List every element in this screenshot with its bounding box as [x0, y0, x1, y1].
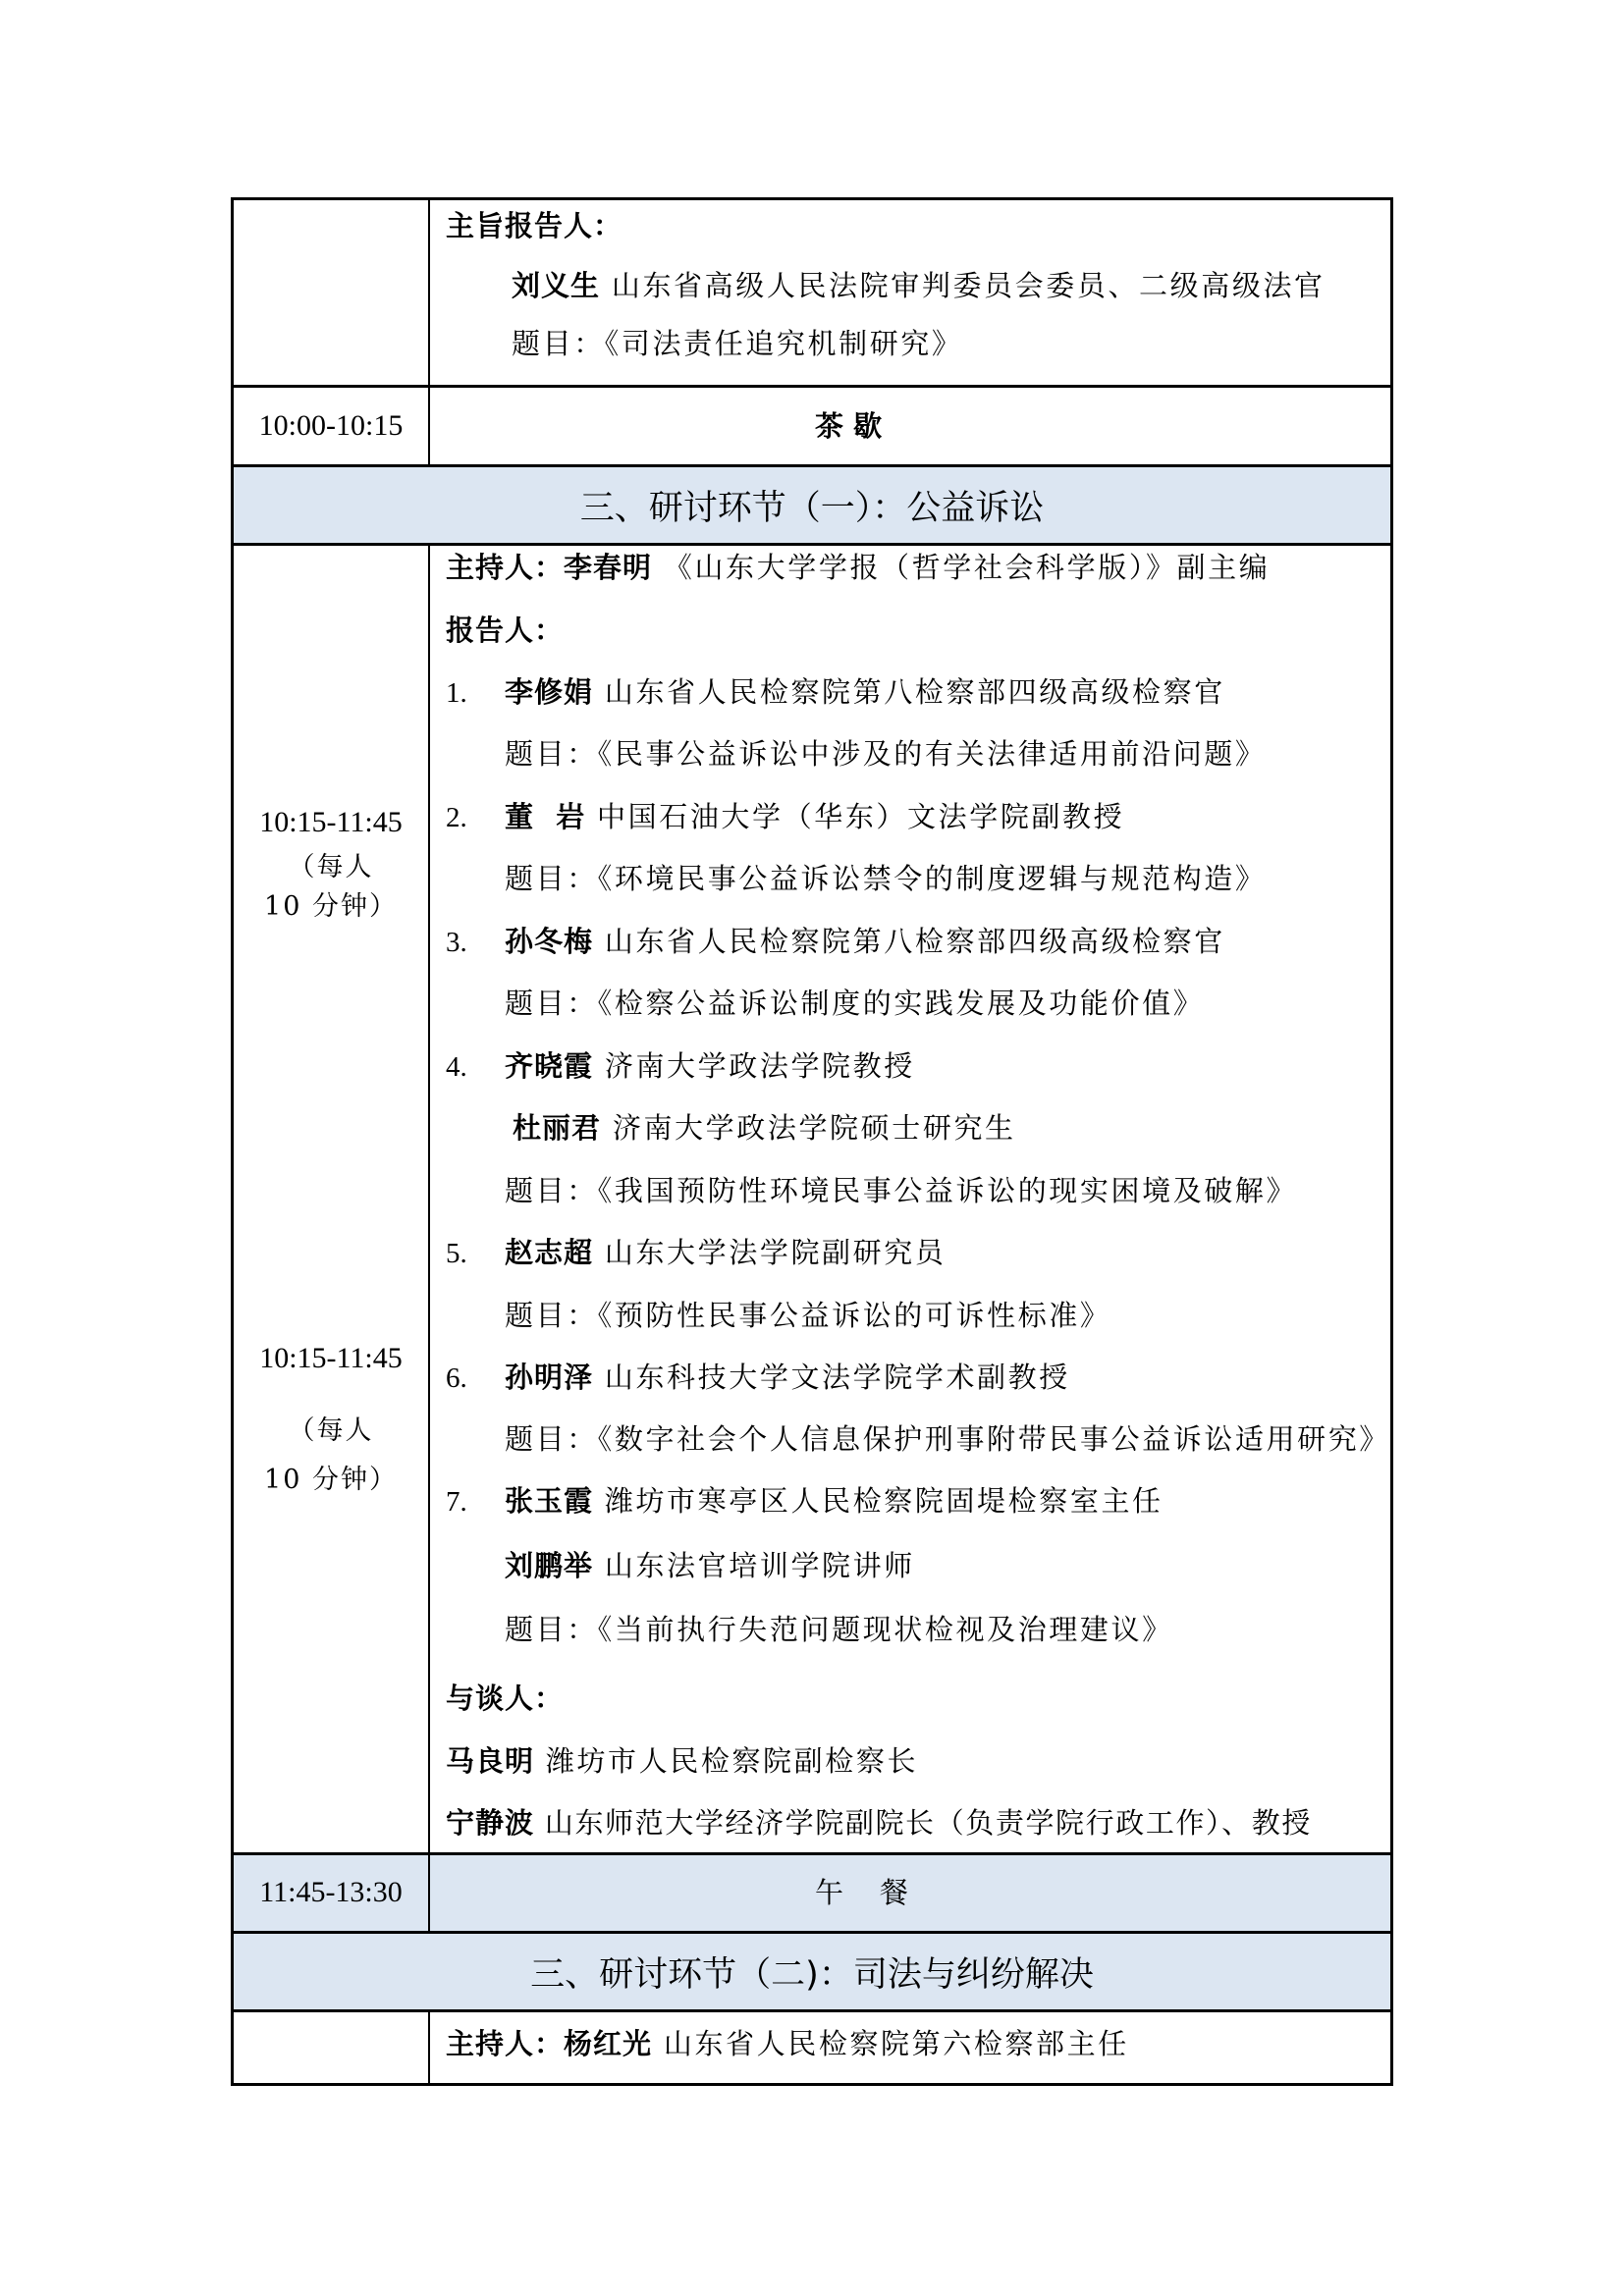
host-affiliation: 《山东大学学报（哲学社会科学版）》副主编 — [663, 551, 1271, 584]
reporter-name: 孙明泽 — [505, 1361, 594, 1394]
reporter-item — [446, 799, 1124, 835]
reporter-topic: 题目：《民事公益诉讼中涉及的有关法律适用前沿问题》 — [505, 737, 1267, 771]
lunch-row — [234, 1852, 1390, 1931]
host-name: 杨红光 — [564, 2027, 653, 2060]
reporter-name: 齐晓霞 — [505, 1049, 594, 1083]
discussant-name: 马良明 — [446, 1744, 535, 1778]
reporter-topic: 题目：《环境民事公益诉讼禁令的制度逻辑与规范构造》 — [505, 862, 1267, 895]
speaker-affiliation: 山东省高级人民法院审判委员会委员、二级高级法官 — [611, 269, 1326, 302]
content-cell — [428, 2012, 1390, 2083]
reporter-item — [446, 924, 1225, 960]
reporter-item — [446, 674, 1225, 711]
reporter-number: 3. — [446, 927, 467, 958]
session-time-1: 10:15-11:45 — [259, 806, 403, 838]
reporter-item — [446, 1483, 1164, 1520]
lunch-time: 11:45-13:30 — [259, 1876, 403, 1908]
time-cell — [234, 546, 428, 1852]
session-note-2a: （每人 — [288, 1415, 374, 1446]
section2-body-row — [234, 2009, 1390, 2083]
reporter-affiliation: 中国石油大学（华东）文法学院副教授 — [597, 800, 1125, 833]
reporter-number: 7. — [446, 1486, 467, 1518]
co-reporter-affiliation: 济南大学政法学院硕士研究生 — [612, 1111, 1016, 1145]
host-line — [446, 550, 1270, 585]
host-name: 李春明 — [564, 551, 653, 584]
reporter-name: 李修娟 — [505, 675, 594, 709]
speaker-name: 刘义生 — [512, 269, 601, 302]
section2-header — [234, 1931, 1390, 2009]
section2-title: 三、研讨环节（二)：司法与纠纷解决 — [530, 1954, 1094, 1995]
reporter-topic: 题目：《预防性民事公益诉讼的可诉性标准》 — [505, 1299, 1111, 1332]
reporter-name: 赵志超 — [505, 1236, 594, 1269]
content-cell — [428, 200, 1390, 385]
reporter-topic: 题目：《数字社会个人信息保护刑事附带民事公益诉讼适用研究》 — [505, 1422, 1390, 1456]
reporter-topic: 题目：《检察公益诉讼制度的实践发展及功能价值》 — [505, 987, 1205, 1020]
tea-break-row — [234, 385, 1390, 464]
discussant-affiliation: 山东师范大学经济学院副院长（负责学院行政工作）、教授 — [544, 1806, 1312, 1840]
reporter-affiliation: 山东科技大学文法学院学术副教授 — [604, 1361, 1070, 1394]
reporter-number: 4. — [446, 1051, 467, 1083]
reporter-number: 6. — [446, 1362, 467, 1394]
section1-header — [234, 464, 1390, 543]
discussant-name: 宁静波 — [446, 1806, 535, 1840]
reporter-item — [446, 1235, 946, 1271]
time-cell — [234, 388, 428, 464]
reporter-affiliation: 山东大学法学院副研究员 — [604, 1236, 947, 1269]
time-cell — [234, 200, 428, 385]
reporter-affiliation: 山东省人民检察院第八检察部四级高级检察官 — [604, 925, 1225, 958]
time-cell — [234, 2012, 428, 2083]
reporter-affiliation: 山东省人民检察院第八检察部四级高级检察官 — [604, 675, 1225, 709]
discussant-item — [446, 1743, 918, 1779]
session-note-1a: （每人 — [288, 852, 374, 882]
host-label: 主持人： — [446, 551, 565, 584]
time-cell — [234, 1855, 428, 1931]
section1-body-row — [234, 543, 1390, 1852]
co-reporter-name: 刘鹏举 — [505, 1549, 594, 1582]
co-reporter — [505, 1548, 915, 1583]
keynote-heading: 主旨报告人： — [446, 209, 623, 242]
reporter-topic: 题目：《当前执行失范问题现状检视及治理建议》 — [505, 1613, 1173, 1646]
keynote-topic: 题目：《司法责任追究机制研究》 — [512, 327, 963, 360]
tea-break-label: 茶 歇 — [815, 409, 883, 443]
reporter-item — [446, 1048, 915, 1085]
reporter-name: 董 岩 — [505, 800, 586, 833]
reporter-topic: 题目：《我国预防性环境民事公益诉讼的现实困境及破解》 — [505, 1174, 1298, 1207]
discussant-affiliation: 潍坊市人民检察院副检察长 — [545, 1744, 919, 1778]
keynote-speaker — [512, 268, 1326, 303]
reporters-label: 报告人： — [446, 614, 565, 647]
content-cell — [428, 546, 1390, 1852]
discussant-item — [446, 1805, 1312, 1841]
tea-break-time: 10:00-10:15 — [258, 409, 404, 442]
session-note-1b: 10 分钟） — [264, 891, 398, 922]
host-affiliation: 山东省人民检察院第六检察部主任 — [663, 2027, 1129, 2060]
reporter-affiliation: 潍坊市寒亭区人民检察院固堤检察室主任 — [604, 1484, 1164, 1518]
host-line — [446, 2026, 1129, 2061]
reporter-affiliation: 济南大学政法学院教授 — [604, 1049, 915, 1083]
reporter-name: 孙冬梅 — [505, 925, 594, 958]
agenda-table — [231, 197, 1393, 2086]
content-cell — [428, 388, 1390, 464]
reporter-number: 5. — [446, 1238, 467, 1269]
reporter-item — [446, 1360, 1070, 1396]
content-cell — [428, 1855, 1390, 1931]
lunch-label: 午 餐 — [815, 1876, 908, 1909]
session-time-2: 10:15-11:45 — [259, 1342, 403, 1374]
reporter-number: 1. — [446, 677, 467, 709]
discussants-label: 与谈人： — [446, 1682, 565, 1715]
co-reporter-affiliation: 山东法官培训学院讲师 — [604, 1549, 915, 1582]
host-label: 主持人： — [446, 2027, 565, 2060]
reporter-name: 张玉霞 — [505, 1484, 594, 1518]
section1-title: 三、研讨环节（一）：公益诉讼 — [579, 488, 1045, 528]
reporter-number: 2. — [446, 802, 467, 833]
keynote-row — [234, 200, 1390, 385]
session-note-2b: 10 分钟） — [264, 1465, 398, 1495]
co-reporter — [513, 1110, 1016, 1146]
co-reporter-name: 杜丽君 — [513, 1111, 602, 1145]
